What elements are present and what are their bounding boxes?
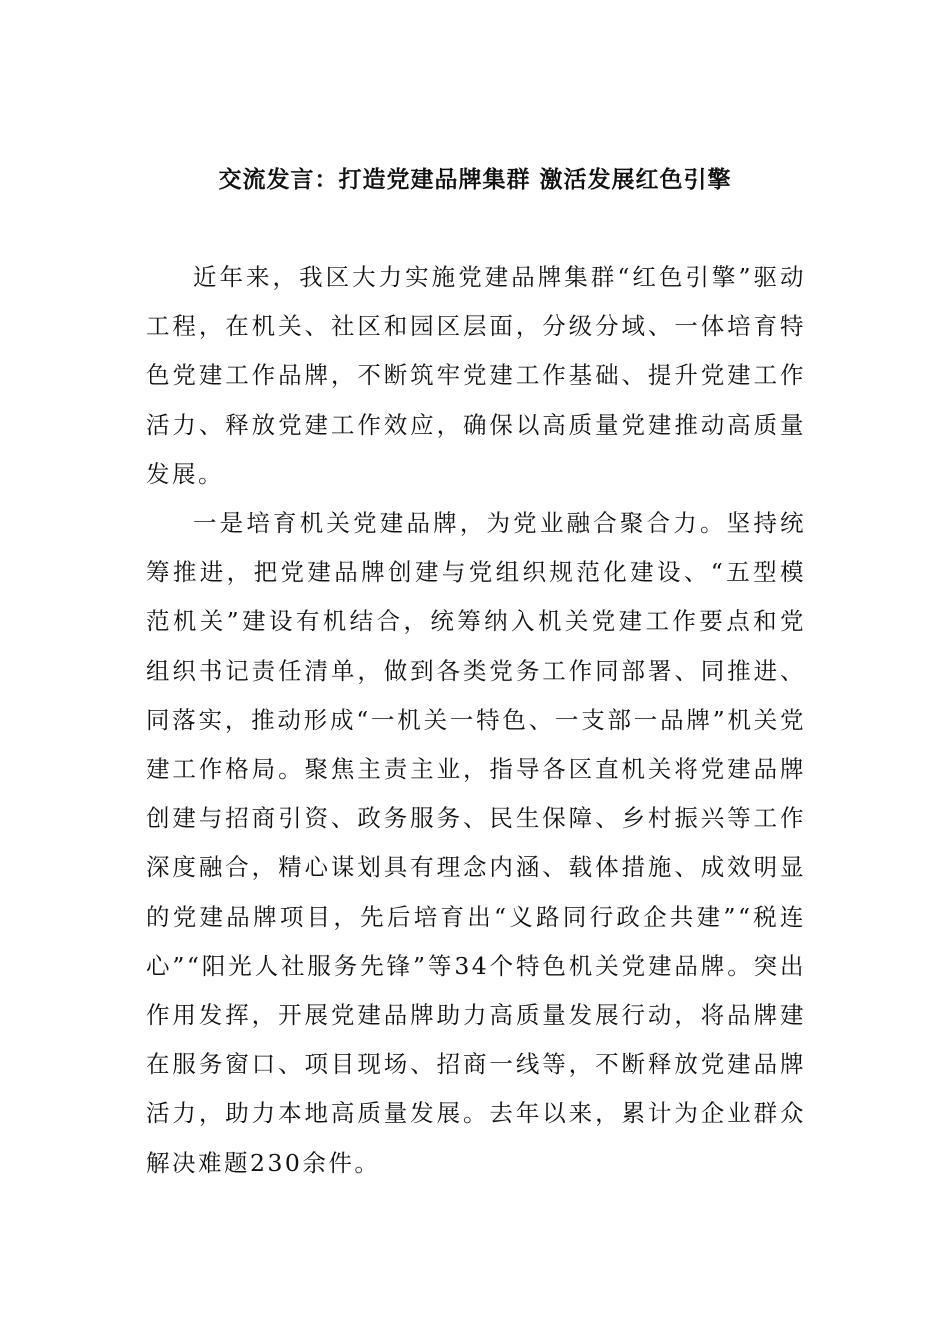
document-title: 交流发言：打造党建品牌集群 激活发展红色引擎	[218, 166, 732, 193]
paragraph-intro: 近年来，我区大力实施党建品牌集群“红色引擎”驱动工程，在机关、社区和园区层面，分级分域、一体培育特色党建工作品牌，不断筑牢党建工作基础、提升党建工作活力、释放党建工作效应，确保以高质量党建推动高质量发展。	[146, 263, 806, 488]
document-body	[146, 253, 806, 1188]
paragraph-organ-brand: 一是培育机关党建品牌，为党业融合聚合力。坚持统筹推进，把党建品牌创建与党组织规范化建设、“五型模范机关”建设有机结合，统筹纳入机关党建工作要点和党组织书记责任清单，做到各类党务工作同部署、同推进、同落实，推动形成“一机关一特色、一支部一品牌”机关党建工作格局。聚焦主责主业，指导各区直机关将党建品牌创建与招商引资、政务服务、民生保障、乡村振兴等工作深度融合，精心谋划具有理念内涵、载体措施、成效明显的党建品牌项目，先后培育出“义路同行政企共建”“税连心”“阳光人社服务先锋”等34个特色机关党建品牌。突出作用发挥，开展党建品牌助力高质量发展行动，将品牌建在服务窗口、项目现场、招商一线等，不断释放党建品牌活力，助力本地高质量发展。去年以来，累计为企业群众解决难题230余件。	[146, 509, 806, 1177]
